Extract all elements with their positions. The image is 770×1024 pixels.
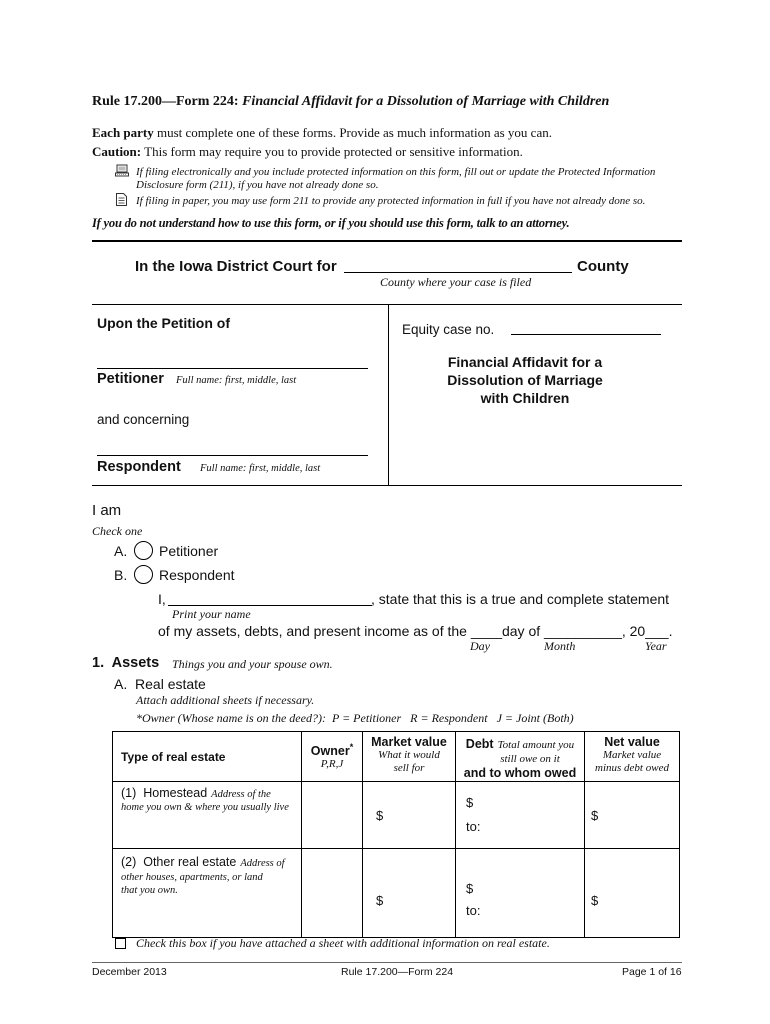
real-estate-table [112,731,680,938]
day-hint: Day [470,639,490,653]
footer-divider [92,962,682,963]
other-real-estate-cell[interactable]: (2) Other real estate Address of other houses, apartments, or land that you own. [113,849,302,938]
respondent-label: Respondent [97,459,181,475]
table-header-row [113,732,680,782]
other-market-cell[interactable]: $ [363,849,456,938]
respondent-name-input[interactable] [97,455,368,456]
footer-date: December 2013 [92,966,167,978]
table-row [113,782,680,849]
homestead-debt-cell[interactable]: $ to: [456,782,585,849]
i-am-label: I am [92,502,122,519]
your-name-input[interactable] [168,605,372,606]
county-hint: County where your case is filed [380,275,532,289]
other-debt-cell[interactable]: $ to: [456,849,585,938]
petitioner-name-input[interactable] [97,368,368,369]
court-label: In the Iowa District Court for [135,258,337,275]
owner-code-note: *Owner (Whose name is on the deed?): P = Petitioner R = Respondent J = Joint (Both) [136,711,574,725]
header-market-value: Market value What it would sell for [363,732,456,782]
option-a-letter: A. [114,543,128,559]
paper-filing-note: If filing in paper, you may use form 211 to provide any protected information in full if you have not already done so. [136,195,646,207]
other-net-cell[interactable]: $ [585,849,680,938]
and-concerning-label: and concerning [97,412,190,427]
county-label: County [577,258,629,275]
attach-sheets-note: Attach additional sheets if necessary. [136,693,315,707]
year-hint: Year [645,639,667,653]
header-debt: Debt Total amount you still owe on it and to whom owed [456,732,585,782]
equity-case-label: Equity case no. [402,322,495,337]
caption-vertical-divider [388,304,389,485]
petitioner-hint: Full name: first, middle, last [176,375,297,386]
upon-petition-label: Upon the Petition of [97,315,230,331]
form-title [92,94,609,110]
petitioner-option-label: Petitioner [159,543,219,559]
assets-hint: Things you and your spouse own. [172,657,333,671]
assets-heading: 1. Assets [92,655,160,671]
each-party-line: Each party must complete one of these forms. Provide as much information as you can. [92,125,552,140]
homestead-owner-cell[interactable] [302,782,363,849]
header-net-value: Net value Market value minus debt owed [585,732,680,782]
form-name: Financial Affidavit for a Dissolution of Marriage with Children [242,94,610,109]
additional-sheet-checkbox[interactable] [115,938,126,949]
option-b-letter: B. [114,567,128,583]
footer-page: Page 1 of 16 [622,966,682,978]
statement-text: , state that this is a true and complete statement [371,591,670,607]
respondent-radio[interactable] [134,565,153,584]
petitioner-label: Petitioner [97,371,164,387]
attorney-note: If you do not understand how to use this form, or if you should use this form, talk to an attorney. [92,216,570,230]
i-prefix: I, [158,591,166,607]
petitioner-radio[interactable] [134,541,153,560]
real-estate-subheading: A. Real estate [114,676,206,692]
paper-document-icon [116,193,127,211]
respondent-hint: Full name: first, middle, last [200,463,321,474]
table-row [113,849,680,938]
print-name-hint: Print your name [172,607,251,621]
check-one-hint: Check one [92,524,143,538]
caption-bottom-divider [92,485,682,486]
header-divider [92,240,682,242]
homestead-cell[interactable]: (1) Homestead Address of the home you own & where you usually live [113,782,302,849]
caption-top-divider [92,304,682,305]
header-type: Type of real estate [113,732,302,782]
header-owner: Owner* P,R,J [302,732,363,782]
footer-rule: Rule 17.200—Form 224 [341,966,454,978]
homestead-net-cell[interactable]: $ [585,782,680,849]
month-hint: Month [544,639,576,653]
electronic-filing-note: If filing electronically and you include protected information on this form, fill out or update the Protected Information Disclosure form (211), if you have not already done so. [136,166,656,191]
respondent-option-label: Respondent [159,567,235,583]
other-owner-cell[interactable] [302,849,363,938]
document-title: Financial Affidavit for a Dissolution of Marriage with Children [447,354,603,406]
computer-icon [115,164,129,182]
assets-as-of-line: of my assets, debts, and present income as of the ____day of __________, 20___. [158,623,673,639]
homestead-market-cell[interactable]: $ [363,782,456,849]
equity-case-input[interactable] [511,334,661,335]
additional-sheet-note: Check this box if you have attached a sheet with additional information on real estate. [136,936,550,950]
county-input[interactable] [344,272,572,273]
form-rule-number: Rule 17.200—Form 224: [92,94,239,109]
caution-line: Caution: This form may require you to provide protected or sensitive information. [92,144,523,159]
